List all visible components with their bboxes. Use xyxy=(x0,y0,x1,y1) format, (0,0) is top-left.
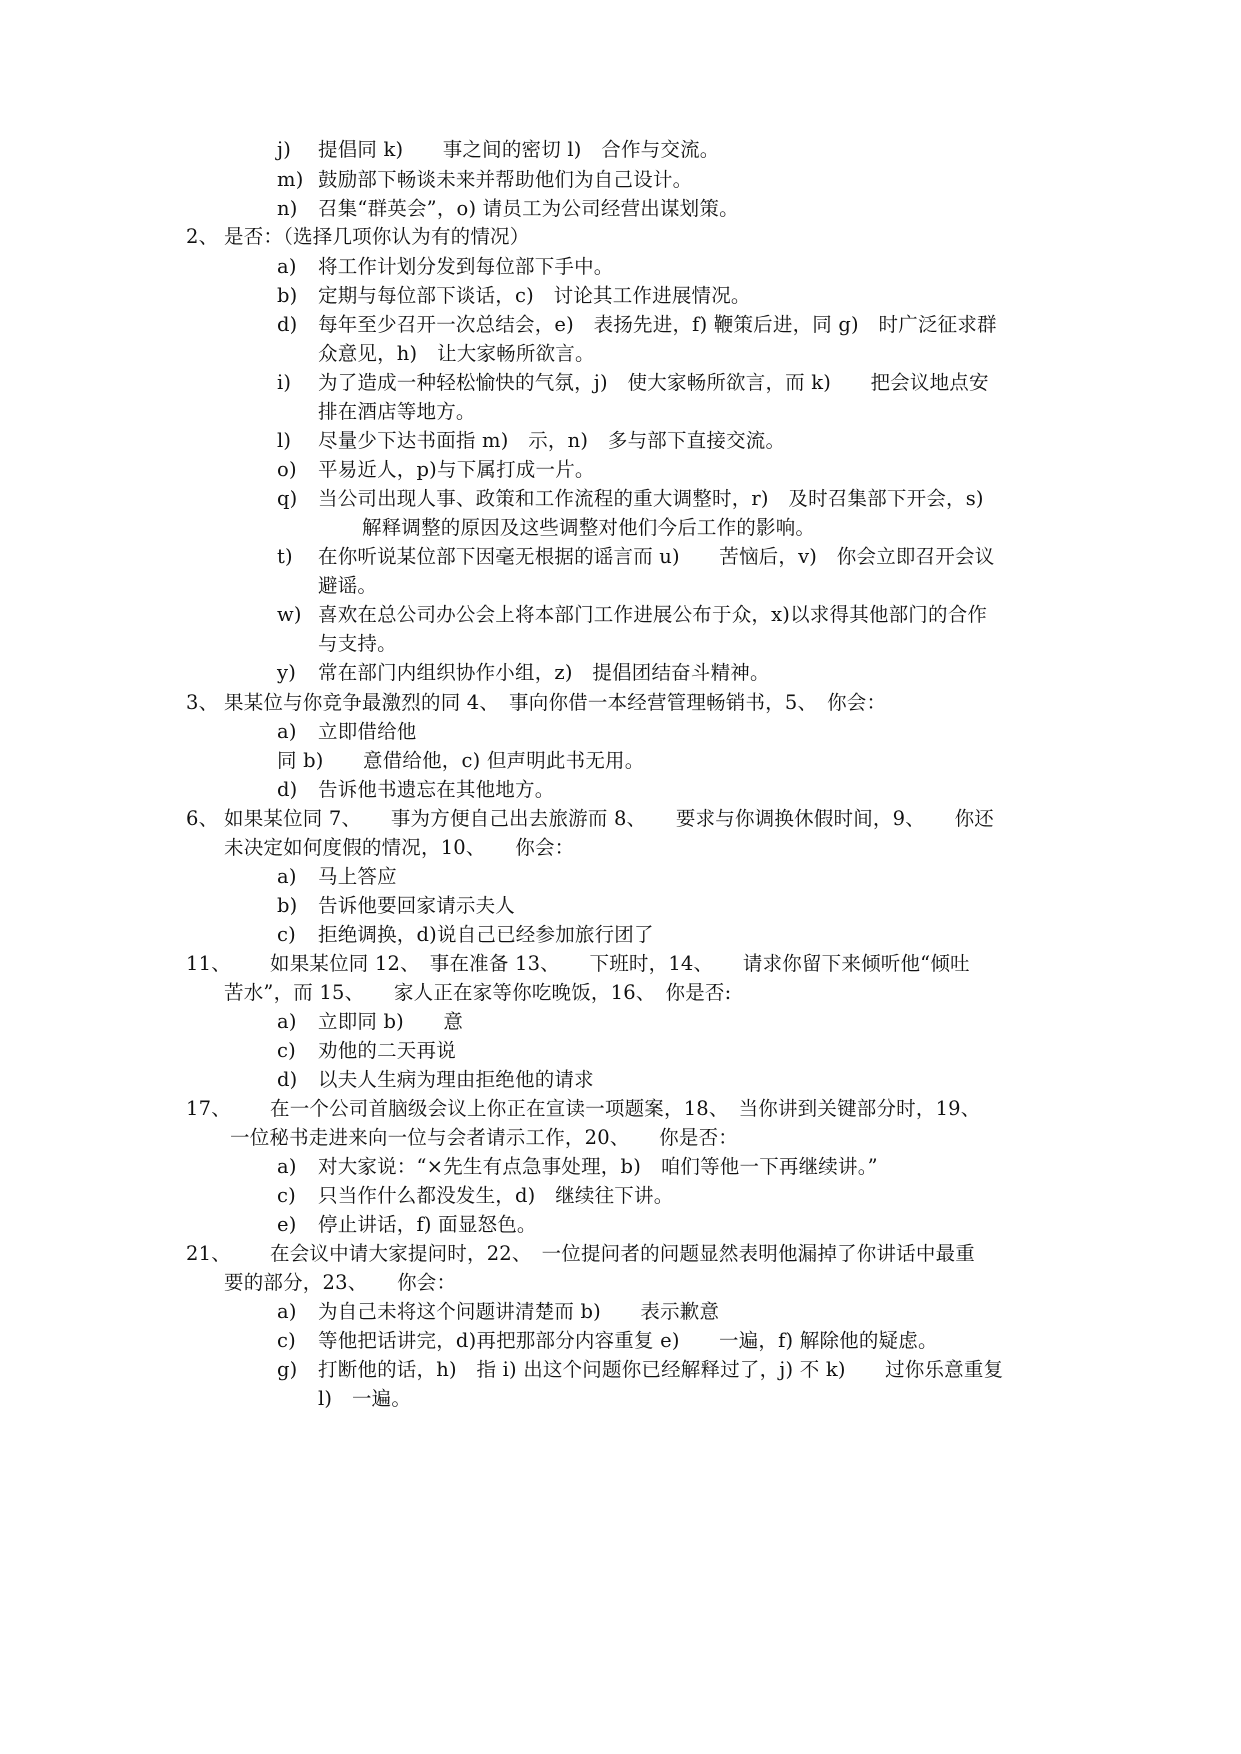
text-line: 定期与每位部下谈话，c) 讨论其工作进展情况。 xyxy=(318,284,751,307)
text-line: 一位秘书走进来向一位与会者请示工作，20、 你是否： xyxy=(230,1126,738,1149)
text-line: 是否：（选择几项你认为有的情况） xyxy=(224,225,530,248)
list-marker: c) xyxy=(277,1184,296,1207)
text-line: 避谣。 xyxy=(318,574,378,597)
text-line: 喜欢在总公司办公会上将本部门工作进展公布于众，x)以求得其他部门的合作 xyxy=(318,603,988,626)
text-line: 在一个公司首脑级会议上你正在宣读一项题案，18、 当你讲到关键部分时，19、 xyxy=(270,1097,981,1120)
list-marker: 21、 xyxy=(186,1242,231,1265)
text-line: 与支持。 xyxy=(318,632,397,655)
text-line: 常在部门内组织协作小组，z) 提倡团结奋斗精神。 xyxy=(318,661,770,684)
list-marker: a) xyxy=(277,1300,297,1323)
list-marker: o) xyxy=(277,458,297,481)
text-line: 将工作计划分发到每位部下手中。 xyxy=(318,255,614,278)
text-line: 劝他的二天再说 xyxy=(318,1039,456,1062)
text-line: 打断他的话，h) 指 i) 出这个问题你已经解释过了，j) 不 k) 过你乐意重复 xyxy=(318,1358,1004,1381)
list-marker: a) xyxy=(277,255,297,278)
list-marker: 17、 xyxy=(186,1097,231,1120)
list-marker: b) xyxy=(277,894,298,917)
text-line: 果某位与你竞争最激烈的同 4、 事向你借一本经营管理畅销书，5、 你会： xyxy=(224,691,887,714)
text-line: 排在酒店等地方。 xyxy=(318,400,476,423)
text-line: 要的部分，23、 你会： xyxy=(224,1271,457,1294)
list-marker: g) xyxy=(277,1358,298,1381)
text-line: 立即同 b) 意 xyxy=(318,1010,464,1033)
list-marker: w) xyxy=(277,603,302,626)
list-marker: 11、 xyxy=(186,952,231,975)
text-line: 告诉他书遗忘在其他地方。 xyxy=(318,778,555,801)
list-marker: c) xyxy=(277,1039,296,1062)
text-line: 马上答应 xyxy=(318,865,397,888)
list-marker: b) xyxy=(277,284,298,307)
list-marker: d) xyxy=(277,778,298,801)
list-marker: a) xyxy=(277,1155,297,1178)
text-line: 解释调整的原因及这些调整对他们今后工作的影响。 xyxy=(362,516,816,539)
list-marker: e) xyxy=(277,1213,297,1236)
text-line: 拒绝调换，d)说自己已经参加旅行团了 xyxy=(318,923,654,946)
text-line: 提倡同 k) 事之间的密切 l) 合作与交流。 xyxy=(318,138,720,161)
list-marker: c) xyxy=(277,1329,296,1352)
text-line: 尽量少下达书面指 m) 示，n) 多与部下直接交流。 xyxy=(318,429,786,452)
list-marker: t) xyxy=(277,545,293,568)
text-line: 只当作什么都没发生，d) 继续往下讲。 xyxy=(318,1184,674,1207)
list-marker: l) xyxy=(277,429,292,452)
text-line: 苦水”，而 15、 家人正在家等你吃晚饭，16、 你是否: xyxy=(224,981,732,1004)
text-line: 以夫人生病为理由拒绝他的请求 xyxy=(318,1068,594,1091)
text-line: 当公司出现人事、政策和工作流程的重大调整时，r) 及时召集部下开会，s) xyxy=(318,487,984,510)
text-line: 未决定如何度假的情况，10、 你会： xyxy=(224,836,575,859)
text-line: 立即借给他 xyxy=(318,720,417,743)
text-line: 等他把话讲完，d)再把那部分内容重复 e) 一遍，f) 解除他的疑虑。 xyxy=(318,1329,938,1352)
text-line: 为自己未将这个问题讲清楚而 b) 表示歉意 xyxy=(318,1300,720,1323)
list-marker: q) xyxy=(277,487,298,510)
text-line: 对大家说：“×先生有点急事处理，b) 咱们等他一下再继续讲。” xyxy=(318,1155,878,1178)
text-line: 在你听说某位部下因毫无根据的谣言而 u) 苦恼后，v) 你会立即召开会议 xyxy=(318,545,995,568)
text-line: 同 b) 意借给他，c) 但声明此书无用。 xyxy=(277,749,645,772)
text-line: 鼓励部下畅谈未来并帮助他们为自己设计。 xyxy=(318,168,693,191)
list-marker: 6、 xyxy=(186,807,219,830)
text-line: 在会议中请大家提问时，22、 一位提问者的问题显然表明他漏掉了你讲话中最重 xyxy=(270,1242,975,1265)
list-marker: d) xyxy=(277,313,298,336)
list-marker: 2、 xyxy=(186,225,219,248)
text-line: 如果某位同 7、 事为方便自己出去旅游而 8、 要求与你调换休假时间，9、 你还 xyxy=(224,807,994,830)
text-line: 每年至少召开一次总结会，e) 表扬先进，f) 鞭策后进，同 g) 时广泛征求群 xyxy=(318,313,997,336)
text-line: 平易近人，p)与下属打成一片。 xyxy=(318,458,595,481)
text-line: 停止讲话，f) 面显怒色。 xyxy=(318,1213,537,1236)
list-marker: d) xyxy=(277,1068,298,1091)
list-marker: a) xyxy=(277,1010,297,1033)
list-marker: 3、 xyxy=(186,691,219,714)
list-marker: i) xyxy=(277,371,292,394)
list-marker: j) xyxy=(277,138,292,161)
list-marker: y) xyxy=(277,661,297,684)
list-marker: m) xyxy=(277,168,304,191)
text-line: 告诉他要回家请示夫人 xyxy=(318,894,516,917)
list-marker: c) xyxy=(277,923,296,946)
text-line: 召集“群英会”，o) 请员工为公司经营出谋划策。 xyxy=(318,197,739,220)
list-marker: n) xyxy=(277,197,298,220)
list-marker: a) xyxy=(277,720,297,743)
text-line: l) 一遍。 xyxy=(318,1387,412,1410)
text-line: 为了造成一种轻松愉快的气氛，j) 使大家畅所欲言，而 k) 把会议地点安 xyxy=(318,371,989,394)
text-line: 众意见，h) 让大家畅所欲言。 xyxy=(318,342,595,365)
list-marker: a) xyxy=(277,865,297,888)
text-line: 如果某位同 12、 事在准备 13、 下班时，14、 请求你留下来倾听他“倾吐 xyxy=(270,952,970,975)
